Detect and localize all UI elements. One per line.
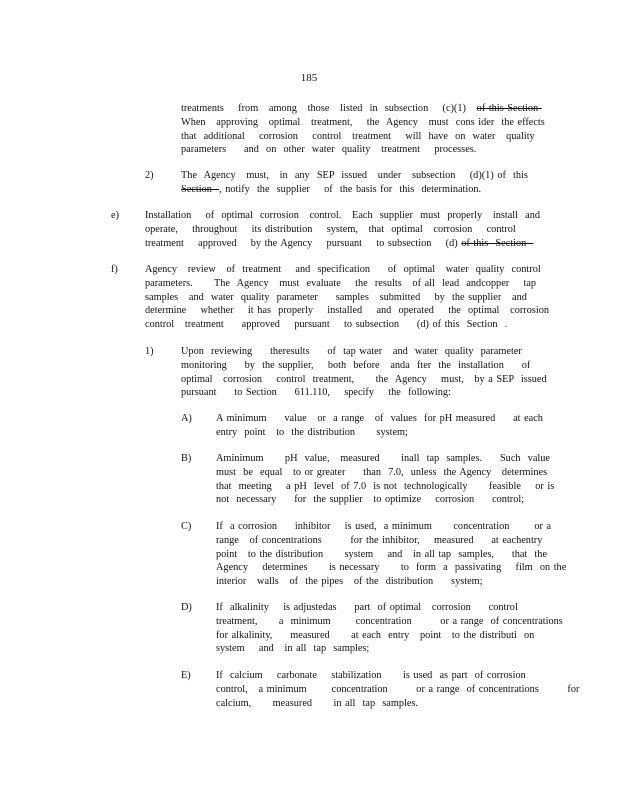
text-segment: , notify the supplier of the basis for this determination.: [219, 183, 482, 195]
struck-text: of this Section: [461, 237, 534, 249]
text-line: [216, 561, 567, 575]
text-line: [145, 291, 537, 305]
item-label: f): [111, 264, 118, 275]
text-line: [181, 386, 533, 400]
paragraph: [216, 412, 543, 440]
text-segment: operate, throughout its distribution system, that optimal corrosion control: [145, 223, 516, 235]
text-segment: treatment, a minimum concentration or a range of concentrations: [216, 615, 563, 627]
text-line: [216, 548, 548, 562]
text-segment: optimal corrosion control treatment, the Agency must, by a SEP issued: [181, 373, 547, 385]
text-line: [216, 466, 548, 480]
text-line: [216, 426, 534, 440]
text-segment: Agency review of treatment and specification of optimal water quality control: [145, 264, 541, 275]
text-line: [181, 102, 542, 116]
text-segment: calcium, measured in all tap samples.: [216, 697, 419, 709]
item-label: B): [181, 453, 192, 464]
text-line: [145, 304, 550, 318]
text-segment: parameters and on other water quality treatment processes.: [181, 144, 477, 156]
text-line: [216, 697, 534, 711]
text-segment: A minimum value or a range of values for pH measured at each: [216, 413, 543, 424]
text-segment: pursuant to Section 611.110, specify the following:: [181, 387, 451, 399]
text-line: [181, 345, 533, 359]
text-line: [216, 575, 534, 589]
text-line: [216, 601, 534, 615]
struck-text: Section: [181, 183, 220, 195]
text-segment: not necessary for the supplier to optimize corrosion control;: [216, 494, 525, 506]
text-segment: entry point to the distribution system;: [216, 426, 408, 438]
text-line: [216, 642, 534, 656]
text-line: [181, 116, 545, 130]
text-segment: monitoring by the supplier, both before anda fter the installation of: [181, 359, 531, 371]
item-label: E): [181, 670, 191, 681]
text-line: [181, 373, 547, 387]
item-label: e): [111, 210, 119, 221]
page-number: 185: [300, 72, 318, 84]
text-segment: that additional corrosion control treatment will have on water quality: [181, 130, 535, 142]
paragraph: [181, 345, 547, 400]
text-line: [145, 237, 537, 251]
text-line: [181, 130, 533, 144]
text-segment: If a corrosion inhibitor is used, a minimum concentration or a: [216, 521, 552, 532]
text-segment: samples and water quality parameter samples submitted by the supplier and: [145, 291, 527, 303]
text-line: [181, 143, 533, 157]
text-line: [216, 480, 555, 494]
text-line: [216, 669, 534, 683]
text-segment: The Agency must, in any SEP issued under subsection (d)(1) of this: [181, 170, 528, 181]
paragraph: [216, 520, 567, 589]
text-segment: interior walls of the pipes of the distribution system;: [216, 576, 483, 588]
text-segment: Installation of optimal corrosion control. Each supplier must properly install and: [145, 210, 541, 221]
text-line: [216, 412, 543, 426]
paragraph: [181, 169, 533, 197]
text-segment: must be equal to or greater than 7.0, unless the Agency determines: [216, 466, 548, 478]
paragraph: [145, 209, 541, 250]
text-segment: that meeting a pH level of 7.0 is not technologically feasible or is: [216, 480, 555, 492]
text-segment: parameters. The Agency must evaluate the results of all lead andcopper tap: [145, 277, 537, 289]
text-line: [181, 183, 533, 197]
paragraph: [181, 102, 545, 157]
text-line: [145, 209, 541, 223]
text-line: [145, 263, 541, 277]
text-segment: Aminimum pH value, measured inall tap samples. Such value: [216, 453, 550, 464]
paragraph: [216, 601, 563, 656]
text-line: [216, 615, 563, 629]
text-segment: control, a minimum concentration or a range of concentrations for: [216, 683, 580, 695]
text-line: [145, 318, 537, 332]
text-line: [181, 169, 533, 183]
text-segment: treatments from among those listed in subsection (c)(1): [181, 103, 477, 114]
text-line: [216, 452, 550, 466]
struck-text: of this Section: [476, 103, 542, 114]
text-line: [216, 629, 534, 643]
text-segment: When approving optimal treatment, the Agency must cons ider the effects: [181, 116, 545, 128]
text-line: [216, 683, 580, 697]
item-label: 2): [145, 170, 154, 181]
text-line: [145, 277, 537, 291]
paragraph: [216, 669, 580, 710]
text-segment: for alkalinity, measured at each entry point to the distributi on: [216, 629, 535, 641]
text-segment: range of concentrations for the inhibitor, measured at eachentry: [216, 534, 543, 546]
text-line: [145, 223, 537, 237]
text-segment: determine whether it has properly installed and operated the optimal corrosion: [145, 305, 550, 317]
paragraph: [216, 452, 555, 507]
text-segment: system and in all tap samples;: [216, 643, 370, 655]
text-segment: control treatment approved pursuant to subsection (d) of this Section .: [145, 319, 508, 331]
text-line: [181, 359, 533, 373]
text-line: [216, 534, 543, 548]
item-label: C): [181, 521, 192, 532]
text-line: [216, 520, 552, 534]
item-label: 1): [145, 346, 154, 357]
item-label: D): [181, 602, 192, 613]
text-segment: point to the distribution system and in all tap samples, that the: [216, 548, 548, 560]
text-segment: If calcium carbonate stabilization is used as part of corrosion: [216, 670, 526, 681]
paragraph: [145, 263, 550, 332]
text-segment: Agency determines is necessary to form a passivating film on the: [216, 562, 567, 574]
text-segment: Upon reviewing theresults of tap water and water quality parameter: [181, 346, 522, 357]
item-label: A): [181, 413, 192, 424]
text-segment: If alkalinity is adjustedas part of optimal corrosion control: [216, 602, 518, 613]
text-line: [216, 493, 534, 507]
text-segment: treatment approved by the Agency pursuant to subsection (d): [145, 237, 462, 249]
